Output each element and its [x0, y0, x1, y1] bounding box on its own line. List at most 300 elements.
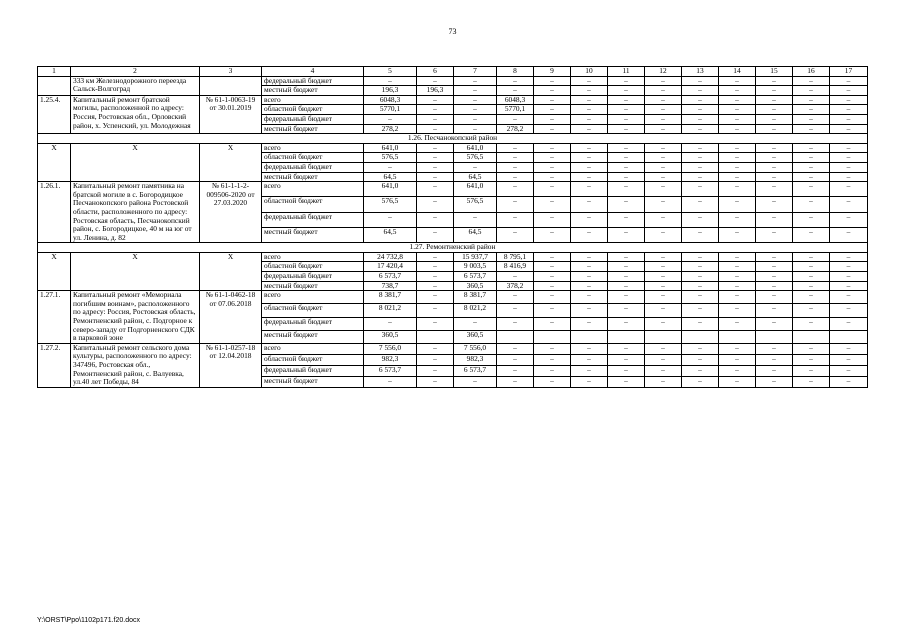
item-id: 1.27.2.	[38, 343, 71, 387]
column-number: 5	[364, 67, 417, 77]
value-cell: –	[830, 212, 868, 227]
value-cell: –	[682, 212, 719, 227]
section-title: 1.27. Ремонтненский район	[38, 243, 868, 253]
item-id	[38, 76, 71, 95]
value-cell: –	[756, 212, 793, 227]
value-cell: 6 573,7	[454, 272, 497, 282]
value-cell: –	[534, 95, 571, 105]
value-cell: 7 556,0	[364, 343, 417, 354]
value-cell: –	[756, 317, 793, 330]
value-cell: –	[534, 162, 571, 172]
value-cell: –	[497, 197, 534, 212]
value-cell: –	[608, 227, 645, 242]
value-cell: –	[608, 153, 645, 163]
column-number: 7	[454, 67, 497, 77]
budget-source: областной бюджет	[262, 153, 364, 163]
value-cell: –	[719, 76, 756, 86]
item-document: № 61-1-1-2-009506-2020 от 27.03.2020	[200, 182, 262, 243]
budget-source: областной бюджет	[262, 262, 364, 272]
value-cell: –	[571, 354, 608, 365]
value-cell: –	[830, 86, 868, 96]
budget-source: федеральный бюджет	[262, 76, 364, 86]
value-cell: –	[645, 376, 682, 387]
value-cell: –	[645, 281, 682, 291]
budget-source: местный бюджет	[262, 124, 364, 134]
value-cell: –	[417, 212, 454, 227]
value-cell: –	[417, 291, 454, 304]
value-cell: 641,0	[454, 143, 497, 153]
value-cell: –	[830, 114, 868, 124]
value-cell: –	[454, 86, 497, 96]
value-cell: 360,5	[364, 330, 417, 343]
value-cell: –	[719, 86, 756, 96]
value-cell: –	[682, 76, 719, 86]
budget-source: всего	[262, 182, 364, 197]
value-cell: –	[571, 227, 608, 242]
value-cell: 8 381,7	[454, 291, 497, 304]
value-cell: –	[571, 376, 608, 387]
value-cell: 6 573,7	[454, 365, 497, 376]
value-cell: –	[645, 114, 682, 124]
budget-source: всего	[262, 252, 364, 262]
value-cell: –	[756, 272, 793, 282]
budget-source: всего	[262, 291, 364, 304]
value-cell: –	[534, 317, 571, 330]
value-cell: –	[534, 153, 571, 163]
budget-source: всего	[262, 143, 364, 153]
value-cell: –	[417, 272, 454, 282]
budget-source: местный бюджет	[262, 376, 364, 387]
value-cell: 278,2	[364, 124, 417, 134]
value-cell: –	[497, 143, 534, 153]
value-cell	[682, 330, 719, 343]
value-cell: –	[682, 227, 719, 242]
value-cell: –	[645, 162, 682, 172]
value-cell: –	[608, 354, 645, 365]
value-cell: –	[645, 262, 682, 272]
value-cell	[793, 330, 830, 343]
value-cell: –	[682, 95, 719, 105]
value-cell: –	[571, 182, 608, 197]
value-cell: 8 795,1	[497, 252, 534, 262]
value-cell: –	[719, 105, 756, 115]
value-cell: 378,2	[497, 281, 534, 291]
column-number: 9	[534, 67, 571, 77]
value-cell: –	[719, 227, 756, 242]
section-title: 1.26. Песчанокопский район	[38, 134, 868, 144]
value-cell: –	[682, 162, 719, 172]
value-cell: –	[830, 76, 868, 86]
value-cell: 9 003,5	[454, 262, 497, 272]
column-number: 1	[38, 67, 71, 77]
budget-source: областной бюджет	[262, 354, 364, 365]
value-cell: –	[719, 343, 756, 354]
value-cell	[719, 330, 756, 343]
item-id: Х	[38, 143, 71, 181]
value-cell: –	[417, 124, 454, 134]
value-cell: –	[497, 86, 534, 96]
value-cell: –	[417, 376, 454, 387]
value-cell: –	[417, 162, 454, 172]
value-cell: –	[645, 86, 682, 96]
value-cell: –	[534, 252, 571, 262]
budget-source: местный бюджет	[262, 281, 364, 291]
value-cell: –	[830, 172, 868, 182]
value-cell: –	[454, 95, 497, 105]
value-cell: 5770,1	[364, 105, 417, 115]
value-cell: –	[682, 197, 719, 212]
value-cell: 278,2	[497, 124, 534, 134]
value-cell: –	[534, 172, 571, 182]
value-cell: –	[793, 252, 830, 262]
value-cell: –	[645, 172, 682, 182]
value-cell: –	[608, 272, 645, 282]
value-cell: –	[682, 317, 719, 330]
value-cell: –	[830, 317, 868, 330]
value-cell: –	[454, 124, 497, 134]
value-cell: –	[793, 182, 830, 197]
value-cell: –	[793, 114, 830, 124]
value-cell: –	[756, 304, 793, 317]
value-cell: –	[793, 95, 830, 105]
value-cell: 982,3	[454, 354, 497, 365]
column-number: 8	[497, 67, 534, 77]
value-cell: –	[645, 272, 682, 282]
value-cell: –	[793, 227, 830, 242]
value-cell: –	[756, 114, 793, 124]
value-cell: 360,5	[454, 281, 497, 291]
value-cell: –	[571, 365, 608, 376]
value-cell: –	[830, 262, 868, 272]
value-cell: –	[793, 354, 830, 365]
value-cell: –	[645, 95, 682, 105]
value-cell: –	[719, 291, 756, 304]
value-cell: –	[608, 197, 645, 212]
value-cell: –	[608, 343, 645, 354]
value-cell: –	[497, 304, 534, 317]
value-cell: –	[645, 365, 682, 376]
value-cell: –	[608, 143, 645, 153]
value-cell: 641,0	[454, 182, 497, 197]
item-document: № 61-1-0257-18 от 12.04.2018	[200, 343, 262, 387]
value-cell: –	[454, 212, 497, 227]
value-cell	[756, 330, 793, 343]
value-cell: –	[534, 365, 571, 376]
value-cell: –	[571, 304, 608, 317]
value-cell: –	[534, 124, 571, 134]
value-cell: 8 021,2	[454, 304, 497, 317]
table-row	[38, 182, 868, 197]
value-cell: –	[682, 262, 719, 272]
value-cell: –	[645, 304, 682, 317]
value-cell: –	[364, 114, 417, 124]
header-row	[38, 67, 868, 77]
value-cell: –	[682, 343, 719, 354]
value-cell: –	[756, 376, 793, 387]
value-cell: –	[497, 212, 534, 227]
value-cell: –	[793, 376, 830, 387]
value-cell: –	[571, 212, 608, 227]
value-cell: –	[756, 124, 793, 134]
budget-source: федеральный бюджет	[262, 272, 364, 282]
value-cell: –	[417, 262, 454, 272]
value-cell: –	[534, 354, 571, 365]
value-cell: –	[645, 317, 682, 330]
value-cell: –	[830, 304, 868, 317]
value-cell: –	[830, 376, 868, 387]
item-name: Х	[71, 252, 200, 290]
budget-source: федеральный бюджет	[262, 212, 364, 227]
value-cell: –	[497, 365, 534, 376]
value-cell: –	[719, 272, 756, 282]
value-cell: –	[645, 343, 682, 354]
value-cell	[645, 330, 682, 343]
value-cell: –	[497, 227, 534, 242]
value-cell: –	[364, 317, 417, 330]
value-cell: –	[571, 143, 608, 153]
value-cell: –	[793, 262, 830, 272]
value-cell: –	[417, 354, 454, 365]
value-cell: 6048,3	[364, 95, 417, 105]
budget-source: федеральный бюджет	[262, 114, 364, 124]
value-cell: –	[682, 291, 719, 304]
value-cell: –	[534, 105, 571, 115]
value-cell: 8 021,2	[364, 304, 417, 317]
value-cell: 15 937,7	[454, 252, 497, 262]
value-cell: –	[417, 143, 454, 153]
value-cell: –	[571, 86, 608, 96]
value-cell: –	[719, 252, 756, 262]
value-cell: –	[364, 212, 417, 227]
value-cell: –	[682, 304, 719, 317]
value-cell: –	[497, 343, 534, 354]
value-cell: –	[682, 182, 719, 197]
value-cell	[534, 330, 571, 343]
value-cell: –	[830, 105, 868, 115]
value-cell: 7 556,0	[454, 343, 497, 354]
budget-source: местный бюджет	[262, 172, 364, 182]
value-cell: 64,5	[364, 172, 417, 182]
value-cell: 576,5	[364, 197, 417, 212]
value-cell: –	[682, 281, 719, 291]
value-cell: –	[534, 197, 571, 212]
value-cell: –	[417, 76, 454, 86]
item-name: Капитальный ремонт братской могилы, расположенной по адресу: Россия, Ростовская обл., Орловский район, х. Успенский, ул. Молодежная	[71, 95, 200, 133]
value-cell: –	[645, 143, 682, 153]
value-cell: –	[756, 86, 793, 96]
value-cell: –	[830, 281, 868, 291]
value-cell: –	[608, 252, 645, 262]
value-cell: –	[417, 304, 454, 317]
value-cell: –	[417, 343, 454, 354]
column-number: 15	[756, 67, 793, 77]
value-cell: –	[756, 76, 793, 86]
table-row	[38, 343, 868, 354]
value-cell: –	[454, 317, 497, 330]
value-cell: 196,3	[417, 86, 454, 96]
value-cell: –	[608, 304, 645, 317]
value-cell: –	[417, 105, 454, 115]
value-cell: –	[534, 76, 571, 86]
value-cell: 982,3	[364, 354, 417, 365]
value-cell: –	[454, 162, 497, 172]
value-cell: –	[571, 76, 608, 86]
value-cell: –	[571, 262, 608, 272]
column-number: 12	[645, 67, 682, 77]
value-cell: 576,5	[454, 153, 497, 163]
section-row	[38, 134, 868, 144]
value-cell: –	[719, 95, 756, 105]
value-cell: –	[830, 124, 868, 134]
value-cell: –	[830, 162, 868, 172]
value-cell: –	[608, 262, 645, 272]
value-cell: –	[682, 143, 719, 153]
column-number: 16	[793, 67, 830, 77]
value-cell: –	[793, 197, 830, 212]
column-number: 10	[571, 67, 608, 77]
value-cell: 576,5	[454, 197, 497, 212]
budget-table	[37, 66, 868, 388]
table-row	[38, 95, 868, 105]
value-cell: 641,0	[364, 182, 417, 197]
value-cell: –	[417, 172, 454, 182]
budget-source: областной бюджет	[262, 197, 364, 212]
value-cell: –	[756, 95, 793, 105]
value-cell: 64,5	[454, 172, 497, 182]
value-cell: –	[608, 376, 645, 387]
value-cell: –	[571, 317, 608, 330]
column-number: 14	[719, 67, 756, 77]
value-cell: –	[534, 304, 571, 317]
value-cell: –	[719, 182, 756, 197]
value-cell: –	[682, 114, 719, 124]
budget-source: всего	[262, 343, 364, 354]
value-cell: –	[830, 252, 868, 262]
item-document: № 61-1-0063-19 от 30.01.2019	[200, 95, 262, 133]
value-cell: –	[719, 376, 756, 387]
value-cell: –	[608, 182, 645, 197]
value-cell	[497, 330, 534, 343]
value-cell: –	[608, 105, 645, 115]
value-cell: –	[645, 354, 682, 365]
budget-source: областной бюджет	[262, 304, 364, 317]
value-cell: –	[830, 227, 868, 242]
value-cell: –	[793, 212, 830, 227]
value-cell: –	[719, 304, 756, 317]
value-cell: –	[645, 197, 682, 212]
value-cell: –	[497, 114, 534, 124]
value-cell: –	[756, 162, 793, 172]
value-cell: –	[454, 76, 497, 86]
value-cell: –	[682, 252, 719, 262]
item-name: Х	[71, 143, 200, 181]
value-cell: 17 420,4	[364, 262, 417, 272]
value-cell: –	[756, 105, 793, 115]
value-cell: –	[719, 153, 756, 163]
value-cell: –	[830, 182, 868, 197]
value-cell: –	[364, 76, 417, 86]
value-cell: –	[793, 365, 830, 376]
value-cell: –	[571, 252, 608, 262]
value-cell: –	[682, 105, 719, 115]
value-cell: 24 732,8	[364, 252, 417, 262]
value-cell: –	[417, 252, 454, 262]
value-cell: –	[682, 153, 719, 163]
value-cell: –	[793, 317, 830, 330]
value-cell: –	[793, 86, 830, 96]
value-cell: –	[417, 317, 454, 330]
value-cell: –	[417, 153, 454, 163]
value-cell: –	[719, 317, 756, 330]
value-cell: –	[417, 281, 454, 291]
value-cell: –	[830, 354, 868, 365]
value-cell	[417, 330, 454, 343]
column-number: 4	[262, 67, 364, 77]
value-cell: –	[682, 272, 719, 282]
value-cell: –	[571, 153, 608, 163]
value-cell	[830, 330, 868, 343]
column-number: 13	[682, 67, 719, 77]
column-number: 17	[830, 67, 868, 77]
value-cell: –	[571, 343, 608, 354]
item-id: Х	[38, 252, 71, 290]
value-cell: –	[756, 182, 793, 197]
value-cell: –	[497, 76, 534, 86]
value-cell	[608, 330, 645, 343]
value-cell: –	[571, 272, 608, 282]
value-cell: –	[830, 95, 868, 105]
value-cell: –	[608, 86, 645, 96]
column-number: 6	[417, 67, 454, 77]
item-id: 1.26.1.	[38, 182, 71, 243]
value-cell: –	[534, 281, 571, 291]
value-cell: –	[497, 153, 534, 163]
section-row	[38, 243, 868, 253]
value-cell: 6 573,7	[364, 365, 417, 376]
value-cell: –	[417, 197, 454, 212]
item-name: Капитальный ремонт памятника на братской могиле в с. Богородицкое Песчанокопского района Ростовской области, расположенного по адресу: Ростовская область, Песчанокопский район, с. Богородицкое, 40 м на юг от ул. Ленина, д. 82	[71, 182, 200, 243]
value-cell: 641,0	[364, 143, 417, 153]
value-cell: –	[608, 212, 645, 227]
value-cell: –	[417, 227, 454, 242]
value-cell: –	[756, 365, 793, 376]
item-document: Х	[200, 252, 262, 290]
value-cell: –	[756, 343, 793, 354]
value-cell: –	[645, 105, 682, 115]
value-cell: –	[756, 227, 793, 242]
value-cell: 8 416,9	[497, 262, 534, 272]
value-cell: –	[682, 354, 719, 365]
value-cell: 360,5	[454, 330, 497, 343]
item-document	[200, 76, 262, 95]
value-cell: –	[497, 376, 534, 387]
item-name: Капитальный ремонт сельского дома культуры, расположенного по адресу: 347496, Ростовская обл., Ремонтненский район, с. Валуевка, ул.40 лет Победы, 84	[71, 343, 200, 387]
value-cell: –	[608, 291, 645, 304]
value-cell: –	[682, 86, 719, 96]
value-cell: –	[756, 153, 793, 163]
value-cell: –	[417, 182, 454, 197]
value-cell: –	[497, 291, 534, 304]
value-cell: –	[793, 343, 830, 354]
value-cell: –	[719, 212, 756, 227]
value-cell: –	[793, 143, 830, 153]
value-cell: –	[682, 172, 719, 182]
budget-source: федеральный бюджет	[262, 162, 364, 172]
value-cell: –	[364, 376, 417, 387]
value-cell: 64,5	[454, 227, 497, 242]
value-cell: –	[571, 291, 608, 304]
value-cell: 8 381,7	[364, 291, 417, 304]
